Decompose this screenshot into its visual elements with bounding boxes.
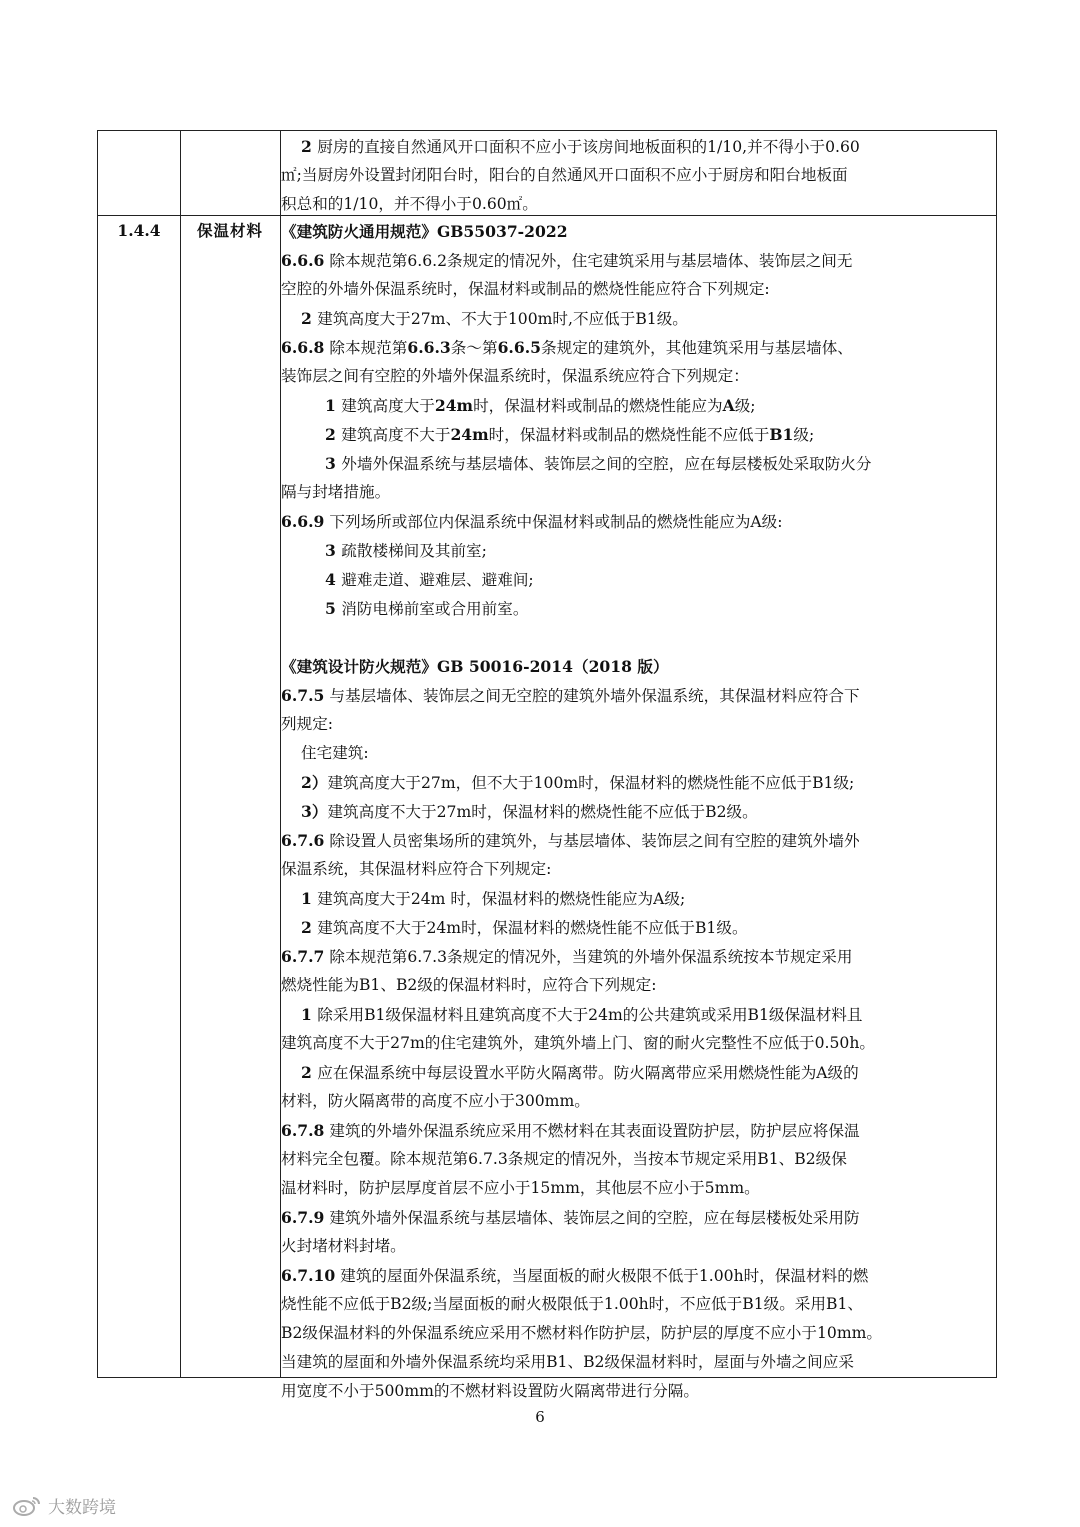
text: B2级保温材料的外保温系统应采用不燃材料作防护层，防护层的厚度不应小于10mm。 <box>281 1324 882 1342</box>
text-line <box>281 1348 988 1377</box>
regulation-table <box>97 130 997 1400</box>
text-line <box>281 1116 988 1145</box>
text: 火封堵材料封堵。 <box>281 1237 406 1255</box>
text: 用宽度不小于500mm的不燃材料设置防火隔离带进行分隔。 <box>281 1382 699 1400</box>
text-line <box>281 275 988 304</box>
text: 空腔的外墙外保温系统时，保温材料或制品的燃烧性能应符合下列规定: <box>281 280 770 298</box>
bold-text: 3） <box>301 802 328 821</box>
text-line <box>281 1029 988 1058</box>
bold-text: 《建筑设计防火规范》GB 50016-2014（2018 版） <box>281 657 669 676</box>
text-line <box>281 304 988 333</box>
text-line <box>281 1232 988 1261</box>
text-line <box>281 1000 988 1029</box>
section-number: 1.4.4 <box>117 221 161 240</box>
bold-text: 3 <box>325 541 342 560</box>
bold-text: 6.7.9 <box>281 1208 325 1227</box>
text: 除采用B1级保温材料且建筑高度不大于24m的公共建筑或采用B1级保温材料且 <box>317 1006 863 1024</box>
text-line <box>281 1087 988 1116</box>
text-line <box>281 652 988 681</box>
bold-text: 4 <box>325 570 342 589</box>
text: 建筑高度大于 <box>341 397 435 415</box>
text: 除本规范第6.7.3条规定的情况外，当建筑的外墙外保温系统按本节规定采用 <box>324 948 853 966</box>
text-line <box>281 362 988 391</box>
bold-text: 6.7.10 <box>281 1266 336 1285</box>
page-number: 6 <box>535 1408 545 1426</box>
bold-text: B1 <box>769 425 794 444</box>
bold-text: 6.6.5 <box>497 338 541 357</box>
text: 积总和的1/10，并不得小于0.60㎡。 <box>281 195 538 213</box>
text: 建筑高度不大于27m时，保温材料的燃烧性能不应低于B2级。 <box>327 803 758 821</box>
bold-text: 6.6.8 <box>281 338 325 357</box>
bold-text: 6.6.9 <box>281 512 325 531</box>
text: 除本规范第 <box>324 339 408 357</box>
text: 建筑高度不大于 <box>341 426 451 444</box>
text-line <box>281 710 988 739</box>
text: 建筑的屋面外保温系统，当屋面板的耐火极限不低于1.00h时，保温材料的燃 <box>335 1267 869 1285</box>
text: 条～第 <box>450 339 498 357</box>
text-line <box>281 246 988 275</box>
text: 消防电梯前室或合用前室。 <box>341 600 529 618</box>
bold-text: 24m <box>434 396 474 415</box>
text-line <box>281 132 988 161</box>
bold-text: 《建筑防火通用规范》GB55037-2022 <box>281 222 568 241</box>
watermark-text: 大数跨境 <box>48 1498 116 1518</box>
text: 建筑的外墙外保温系统应采用不燃材料在其表面设置防护层，防护层应将保温 <box>324 1122 860 1140</box>
weibo-logo-icon <box>12 1495 42 1517</box>
text: 列规定: <box>281 715 334 733</box>
text: 装饰层之间有空腔的外墙外保温系统时，保温系统应符合下列规定： <box>281 367 749 385</box>
text-line <box>281 1203 988 1232</box>
text: 建筑高度不大于27m的住宅建筑外，建筑外墙上门、窗的耐火完整性不应低于0.50h。 <box>281 1034 875 1052</box>
bold-text: 2 <box>301 309 318 328</box>
bold-text: 6.7.7 <box>281 947 325 966</box>
bold-text: 2 <box>301 918 318 937</box>
bold-text: 24m <box>450 425 489 444</box>
text-line <box>281 1058 988 1087</box>
text-line <box>281 1174 988 1203</box>
text: 除设置人员密集场所的建筑外，与基层墙体、装饰层之间有空腔的建筑外墙外 <box>324 832 860 850</box>
text-line <box>281 190 988 219</box>
text-line <box>281 391 988 420</box>
text: 应在保温系统中每层设置水平防火隔离带。防火隔离带应采用燃烧性能为A级的 <box>317 1064 859 1082</box>
text-line <box>281 1319 988 1348</box>
bold-text: 6.7.8 <box>281 1121 325 1140</box>
text-line <box>281 217 988 246</box>
text-line <box>281 971 988 1000</box>
text-line <box>281 826 988 855</box>
text: 与基层墙体、装饰层之间无空腔的建筑外墙外保温系统，其保温材料应符合下 <box>324 687 860 705</box>
text: 燃烧性能为B1、B2级的保温材料时，应符合下列规定: <box>281 976 657 994</box>
text: 除本规范第6.6.2条规定的情况外，住宅建筑采用与基层墙体、装饰层之间无 <box>324 252 853 270</box>
text: 烧性能不应低于B2级;当屋面板的耐火极限低于1.00h时，不应低于B1级。采用B1、 <box>281 1295 863 1313</box>
text: 外墙外保温系统与基层墙体、装饰层之间的空腔，应在每层楼板处采取防火分 <box>341 455 872 473</box>
previous-row-content <box>281 132 988 219</box>
text: 建筑高度大于27m、不大于100m时,不应低于B1级。 <box>317 310 688 328</box>
text: 时，保温材料或制品的燃烧性能不应低于 <box>488 426 770 444</box>
text: 下列场所或部位内保温系统中保温材料或制品的燃烧性能应为A级: <box>324 513 783 531</box>
text-line <box>281 449 988 478</box>
text-line <box>281 594 988 623</box>
bold-text: A <box>722 396 735 415</box>
text: 厨房的直接自然通风开口面积不应小于该房间地板面积的1/10,并不得小于0.60 <box>317 138 860 156</box>
text: 保温系统，其保温材料应符合下列规定: <box>281 860 552 878</box>
text-line <box>281 739 988 768</box>
section-category: 保温材料 <box>196 221 263 240</box>
watermark <box>12 1493 116 1518</box>
text-line <box>281 161 988 190</box>
text: ㎡;当厨房外设置封闭阳台时，阳台的自然通风开口面积不应小于厨房和阳台地板面 <box>281 166 848 184</box>
text-line <box>281 507 988 536</box>
text: 住宅建筑: <box>301 744 369 762</box>
text-line <box>281 536 988 565</box>
text: 当建筑的屋面和外墙外保温系统均采用B1、B2级保温材料时，屋面与外墙之间应采 <box>281 1353 854 1371</box>
text-line <box>281 797 988 826</box>
text-line <box>281 1290 988 1319</box>
text-line <box>281 565 988 594</box>
text-line <box>281 333 988 362</box>
text: 建筑高度大于24m 时，保温材料的燃烧性能应为A级; <box>317 890 686 908</box>
bold-text: 6.6.6 <box>281 251 325 270</box>
text: 建筑外墙外保温系统与基层墙体、装饰层之间的空腔，应在每层楼板处采用防 <box>324 1209 860 1227</box>
bold-text: 3 <box>325 454 342 473</box>
text: 级; <box>734 397 756 415</box>
text-line <box>281 768 988 797</box>
blank-line <box>281 623 988 652</box>
bold-text: 1 <box>301 1005 318 1024</box>
column-divider <box>180 131 181 1377</box>
bold-text: 2） <box>301 773 328 792</box>
text: 隔与封堵措施。 <box>281 483 391 501</box>
text-line <box>281 478 988 507</box>
text-line <box>281 1145 988 1174</box>
text-line <box>281 1377 988 1406</box>
text: 级; <box>793 426 815 444</box>
text-line <box>281 913 988 942</box>
bold-text: 2 <box>301 137 318 156</box>
text-line <box>281 681 988 710</box>
bold-text: 6.7.6 <box>281 831 325 850</box>
bold-text: 2 <box>301 1063 318 1082</box>
text: 材料完全包覆。除本规范第6.7.3条规定的情况外，当按本节规定采用B1、B2级保 <box>281 1150 847 1168</box>
text-line <box>281 420 988 449</box>
text-line <box>281 1261 988 1290</box>
text: 时，保温材料或制品的燃烧性能应为 <box>473 397 723 415</box>
text: 材料，防火隔离带的高度不应小于300mm。 <box>281 1092 590 1110</box>
bold-text: 6.6.3 <box>407 338 451 357</box>
text: 条规定的建筑外，其他建筑采用与基层墙体、 <box>541 339 853 357</box>
text-line <box>281 884 988 913</box>
text: 温材料时，防护层厚度首层不应小于15mm，其他层不应小于5mm。 <box>281 1179 760 1197</box>
bold-text: 2 <box>325 425 342 444</box>
section-content <box>281 217 988 1406</box>
text: 建筑高度不大于24m时，保温材料的燃烧性能不应低于B1级。 <box>317 919 748 937</box>
bold-text: 6.7.5 <box>281 686 325 705</box>
bold-text: 1 <box>325 396 342 415</box>
text-line <box>281 855 988 884</box>
bold-text: 1 <box>301 889 318 908</box>
text-line <box>281 942 988 971</box>
bold-text: 5 <box>325 599 342 618</box>
text: 疏散楼梯间及其前室; <box>341 542 487 560</box>
text: 避难走道、避难层、避难间; <box>341 571 534 589</box>
text: 建筑高度大于27m，但不大于100m时，保温材料的燃烧性能不应低于B1级; <box>327 774 855 792</box>
